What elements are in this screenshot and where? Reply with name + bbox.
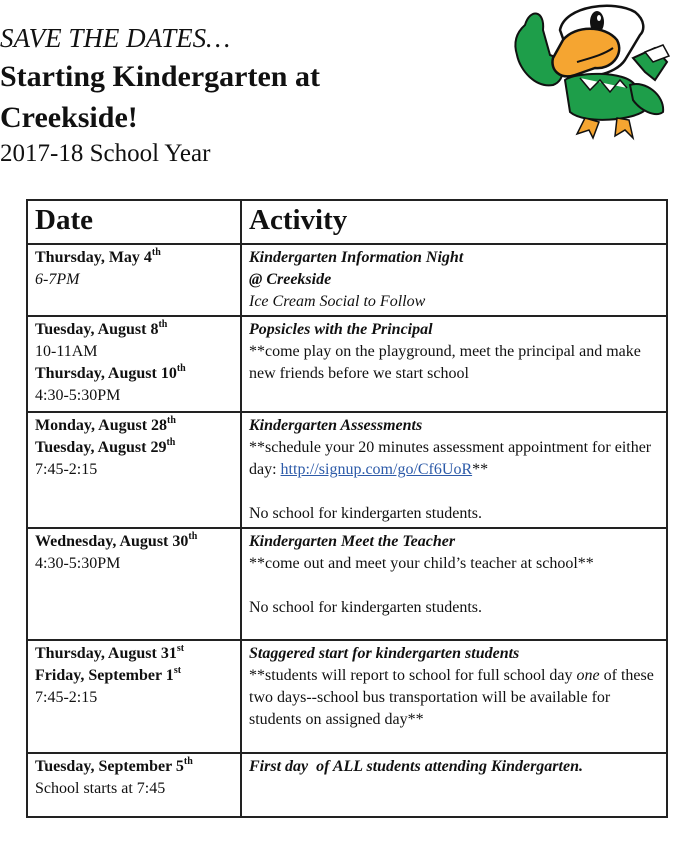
date-line: Monday, August 28th (35, 414, 176, 434)
activity-title: First day of ALL students attending Kindergarten. (249, 758, 583, 775)
column-header-date: Date (27, 200, 241, 244)
table-row (27, 640, 667, 753)
date-line: Tuesday, August 29th (35, 436, 176, 456)
time-line: School starts at 7:45 (35, 780, 166, 797)
schedule-table (26, 199, 668, 818)
activity-title: Kindergarten Meet the Teacher (249, 533, 456, 550)
date-cell (27, 412, 241, 528)
date-line: Tuesday, August 8th (35, 318, 168, 338)
time-line: 4:30-5:30PM (35, 387, 121, 404)
time-line: 6-7PM (35, 271, 80, 288)
signup-link[interactable]: http://signup.com/go/Cf6UoR (280, 461, 473, 478)
school-year-subtitle: 2017-18 School Year (0, 140, 211, 167)
main-title-line1: Starting Kindergarten at (0, 60, 320, 93)
date-cell (27, 528, 241, 640)
date-cell (27, 316, 241, 412)
time-line: 10-11AM (35, 343, 98, 360)
activity-cell (241, 640, 667, 753)
save-the-dates-title: SAVE THE DATES… (0, 23, 231, 53)
table-row (27, 412, 667, 528)
activity-cell (241, 528, 667, 640)
activity-cell (241, 316, 667, 412)
activity-cell (241, 412, 667, 528)
activity-note: No school for kindergarten students. (249, 599, 482, 616)
activity-body: **come play on the playground, meet the principal and make new friends before we start school (249, 343, 641, 382)
activity-title: Kindergarten Assessments (249, 417, 423, 434)
activity-note: No school for kindergarten students. (249, 505, 482, 522)
date-line: Friday, September 1st (35, 664, 182, 684)
date-line: Thursday, August 31st (35, 642, 185, 662)
activity-cell (241, 244, 667, 316)
date-cell (27, 753, 241, 817)
date-line: Tuesday, September 5th (35, 755, 193, 775)
date-line: Thursday, May 4th (35, 246, 161, 266)
main-title-line2: Creekside! (0, 101, 138, 134)
time-line: 4:30-5:30PM (35, 555, 121, 572)
time-line: 7:45-2:15 (35, 461, 98, 478)
activity-location: @ Creekside (249, 271, 332, 288)
date-cell (27, 640, 241, 753)
table-row (27, 528, 667, 640)
activity-cell (241, 753, 667, 817)
table-row (27, 244, 667, 316)
activity-title: Popsicles with the Principal (249, 321, 433, 338)
activity-title: Kindergarten Information Night (249, 249, 464, 266)
date-cell (27, 244, 241, 316)
table-row (27, 316, 667, 412)
activity-note: Ice Cream Social to Follow (249, 293, 426, 310)
activity-body: **students will report to school for full school day one of these two days--school bus transportation will be available for students on assigned day** (249, 667, 654, 728)
activity-title: Staggered start for kindergarten students (249, 645, 520, 662)
eagle-mascot-icon (505, 0, 690, 145)
activity-body: **come out and meet your child’s teacher at school** (249, 555, 594, 572)
table-row (27, 753, 667, 817)
activity-body: **schedule your 20 minutes assessment appointment for either day: http://signup.com/go/Cf6UoR** (249, 439, 652, 478)
table-header-row (27, 200, 667, 244)
time-line: 7:45-2:15 (35, 689, 98, 706)
date-line: Thursday, August 10th (35, 362, 186, 382)
column-header-activity: Activity (241, 200, 667, 244)
date-line: Wednesday, August 30th (35, 530, 198, 550)
